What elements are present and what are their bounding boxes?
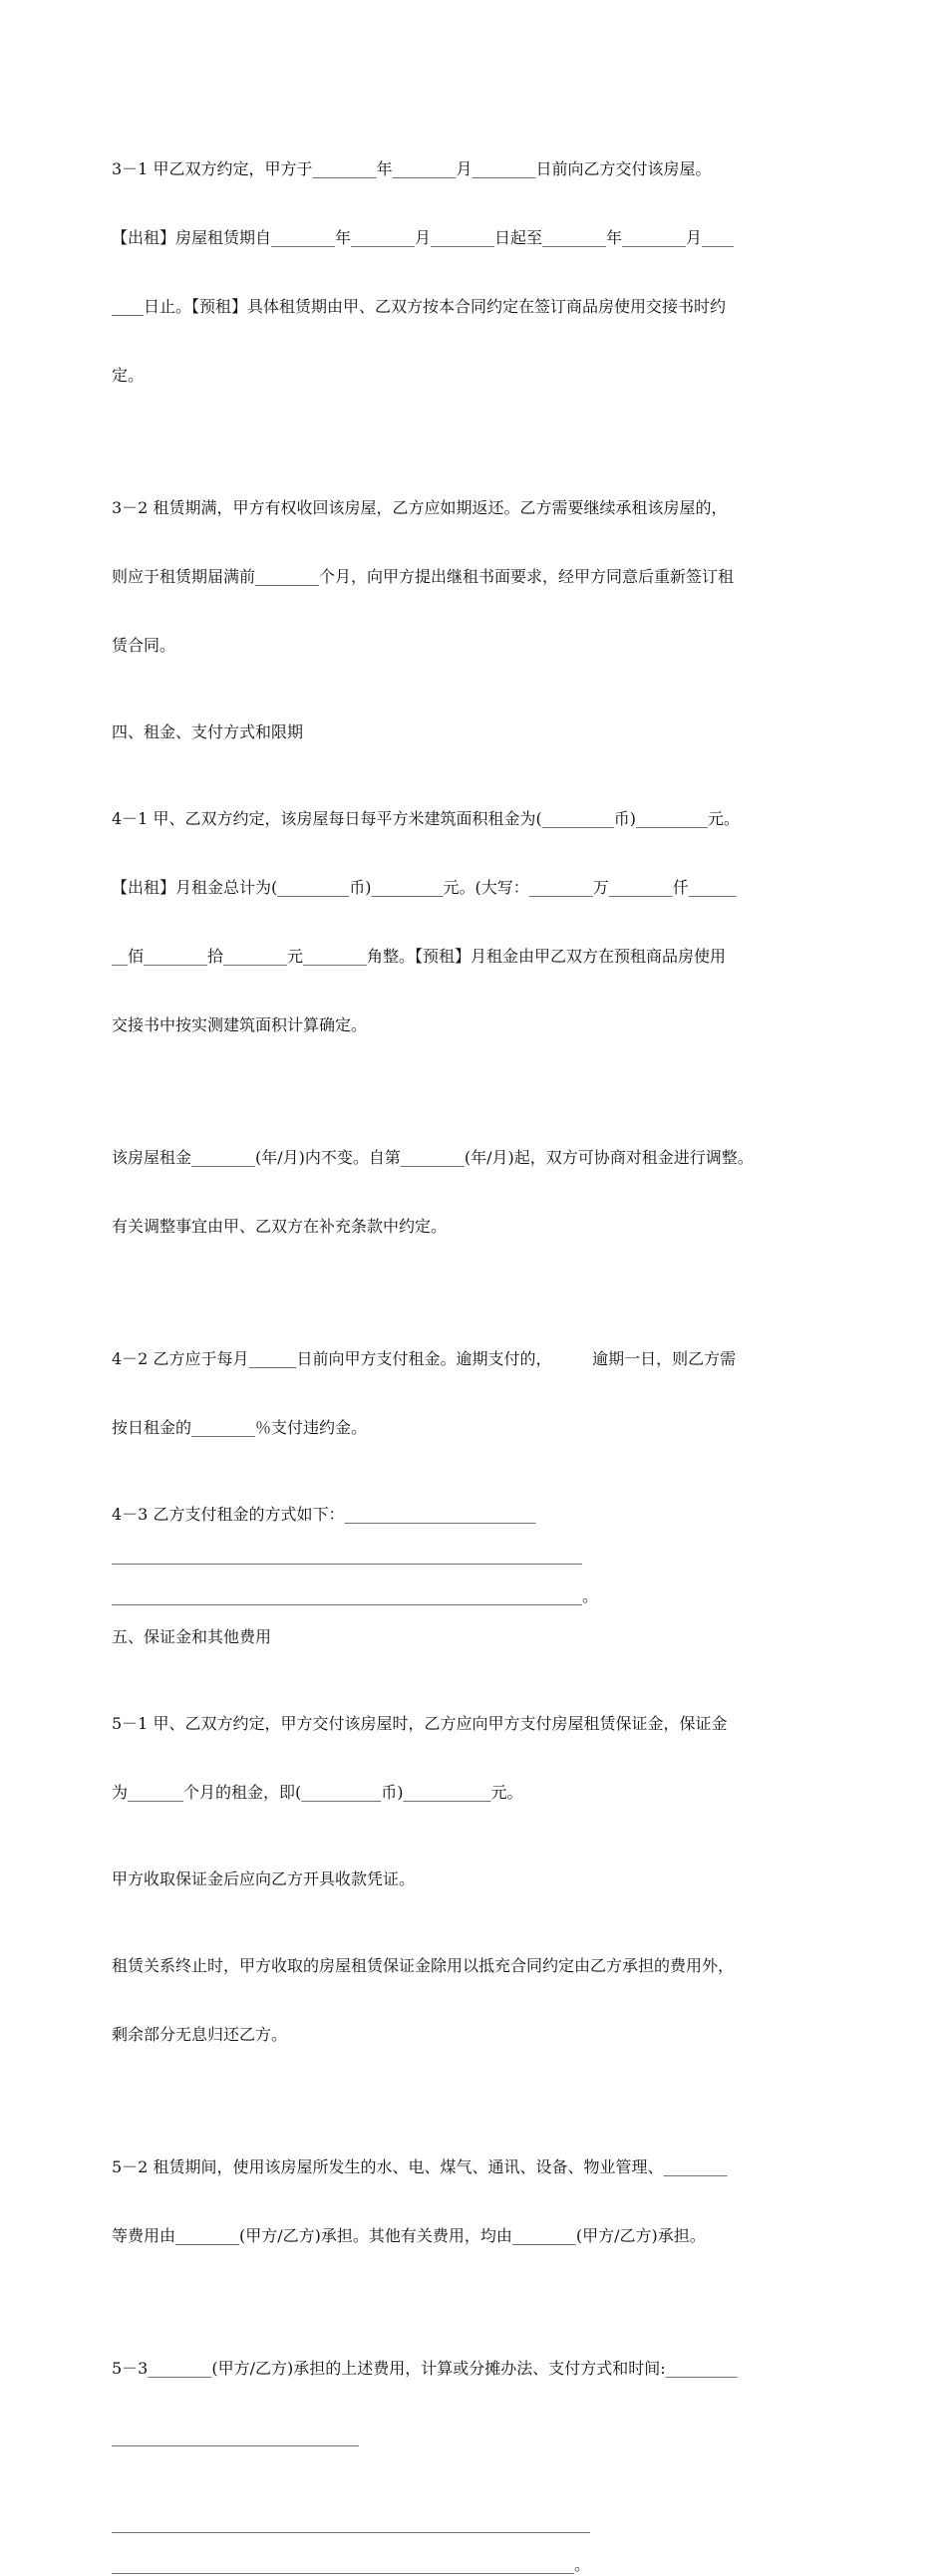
clause-3-2	[112, 450, 844, 703]
clause-3-1-line-4: 定。	[112, 366, 145, 385]
clause-4-1	[112, 761, 844, 1082]
clause-5-3	[112, 2311, 844, 2494]
clause-3-1-line-3: ____日止。【预租】具体租赁期由甲、乙双方按本合同约定在签订商品房使用交接书时约	[112, 297, 727, 316]
clause-4-1-line-3: __佰________拾________元________角整。【预租】月租金由甲乙双方在预租商品房使用	[112, 947, 727, 966]
clause-5-1-line-2: 为_______个月的租金，即(__________币)___________元。	[112, 1783, 523, 1802]
clause-5-3-blank-1: ____________________________________________________________	[112, 2514, 590, 2533]
clause-5-2-line-1: 5－2 租赁期间，使用该房屋所发生的水、电、煤气、通讯、设备、物业管理、________	[112, 2157, 728, 2176]
clause-5-3-line-2: _______________________________	[112, 2428, 359, 2446]
clause-3-2-line-1: 3－2 租赁期满，甲方有权收回该房屋，乙方应如期返还。乙方需要继续承租该房屋的，	[112, 498, 728, 517]
clause-4-3: 4－3 乙方支付租金的方式如下：________________________	[112, 1505, 536, 1524]
clause-4-2-line-1: 4－2 乙方应于每月______日前向甲方支付租金。逾期支付的， 逾期一日，则乙方需	[112, 1349, 737, 1368]
rent-adjustment-paragraph	[112, 1100, 844, 1284]
clause-4-2-line-2: 按日租金的________％支付违约金。	[112, 1418, 368, 1437]
section-4-heading: 四、租金、支付方式和限期	[112, 722, 304, 741]
deposit-receipt-paragraph: 甲方收取保证金后应向乙方开具收款凭证。	[112, 1869, 416, 1888]
clause-4-3-blank-2: ___________________________________________________________。	[112, 1586, 599, 1605]
clause-3-1	[112, 112, 844, 432]
clause-4-1-line-2: 【出租】月租金总计为(_________币)_________元。(大写：________万________仟______	[112, 878, 737, 897]
clause-5-3-blank-2: __________________________________________________________。	[112, 2555, 591, 2574]
clause-3-1-line-2: 【出租】房屋租赁期自________年________月________日起至________年________月____	[112, 228, 735, 247]
clause-4-1-line-1: 4－1 甲、乙双方约定，该房屋每日每平方米建筑面积租金为(_________币)_________元。	[112, 809, 740, 828]
deposit-return-paragraph	[112, 1908, 844, 2092]
clause-3-1-line-1: 3－1 甲乙双方约定，甲方于________年________月________日前向乙方交付该房屋。	[112, 159, 712, 178]
clause-4-3-blank-1: ___________________________________________________________	[112, 1546, 582, 1565]
clause-5-2	[112, 2110, 844, 2293]
clause-5-1	[112, 1666, 844, 1850]
deposit-return-line-2: 剩余部分无息归还乙方。	[112, 2025, 288, 2044]
clause-3-2-line-2: 则应于租赁期届满前________个月，向甲方提出继租书面要求，经甲方同意后重新签订租	[112, 567, 735, 586]
clause-3-2-line-3: 赁合同。	[112, 636, 176, 655]
rent-adjustment-line-1: 该房屋租金________(年/月)内不变。自第________(年/月)起，双方可协商对租金进行调整。	[112, 1148, 754, 1167]
rent-adjustment-line-2: 有关调整事宜由甲、乙双方在补充条款中约定。	[112, 1217, 448, 1236]
clause-4-1-line-4: 交接书中按实测建筑面积计算确定。	[112, 1015, 368, 1034]
clause-4-2	[112, 1301, 844, 1485]
clause-5-1-line-1: 5－1 甲、乙双方约定，甲方交付该房屋时，乙方应向甲方支付房屋租赁保证金，保证金	[112, 1714, 728, 1733]
section-5-heading: 五、保证金和其他费用	[112, 1627, 272, 1646]
clause-5-3-line-1: 5－3________(甲方/乙方)承担的上述费用，计算或分摊办法、支付方式和时间:_________	[112, 2359, 738, 2378]
deposit-return-line-1: 租赁关系终止时，甲方收取的房屋租赁保证金除用以抵充合同约定由乙方承担的费用外，	[112, 1956, 735, 1975]
clause-5-2-line-2: 等费用由________(甲方/乙方)承担。其他有关费用，均由________(甲方/乙方)承担。	[112, 2226, 706, 2245]
